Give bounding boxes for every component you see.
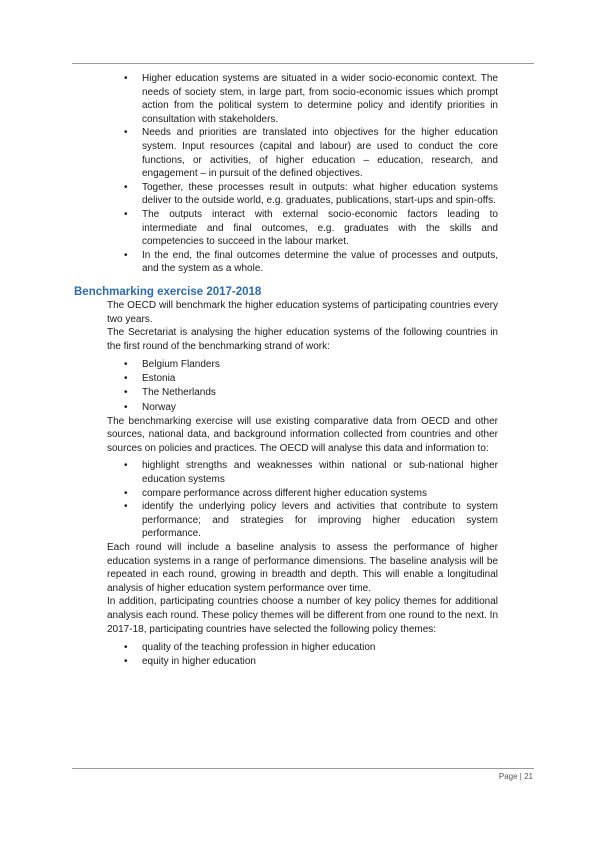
list-item: • Together, these processes result in outputs: what higher education systems deliver to the outside world, e.g. graduates, publications, start-ups and spin-offs. bbox=[142, 181, 498, 208]
page-number: Page | 21 bbox=[498, 772, 533, 781]
paragraph: The benchmarking exercise will use existing comparative data from OECD and other sources, national data, and background information collected from countries and other sources on policies and practices. The OECD will analyse this data and information to: bbox=[107, 415, 498, 454]
list-item: • equity in higher education bbox=[142, 655, 606, 669]
list-item: • identify the underlying policy levers and activities that contribute to system performance; and strategies for improving higher education system performance. bbox=[142, 500, 498, 541]
list-item: • The Netherlands bbox=[142, 386, 606, 400]
list-item: • Norway bbox=[142, 401, 606, 415]
list-item: • quality of the teaching profession in higher education bbox=[142, 641, 606, 655]
paragraph: The OECD will benchmark the higher education systems of participating countries every two years. bbox=[107, 299, 498, 325]
list-item: • The outputs interact with external socio-economic factors leading to intermediate and final outcomes, e.g. graduates with the skills and competencies to succeed in the labour market. bbox=[142, 208, 498, 249]
page-body bbox=[0, 72, 606, 669]
list-item: • compare performance across different higher education systems bbox=[142, 487, 498, 501]
country-list bbox=[0, 358, 606, 414]
list-item: • highlight strengths and weaknesses within national or sub-national higher education systems bbox=[142, 459, 498, 486]
aims-list bbox=[0, 459, 606, 541]
themes-list bbox=[0, 641, 606, 669]
footer-rule bbox=[72, 768, 534, 769]
section-heading: Benchmarking exercise 2017-2018 bbox=[74, 285, 262, 298]
header-rule bbox=[72, 63, 534, 64]
list-item: • Estonia bbox=[142, 372, 606, 386]
intro-bullet-list bbox=[0, 72, 606, 276]
list-item: • In the end, the final outcomes determine the value of processes and outputs, and the system as a whole. bbox=[142, 249, 498, 276]
list-item: • Belgium Flanders bbox=[142, 358, 606, 372]
list-item: • Higher education systems are situated in a wider socio-economic context. The needs of society stem, in large part, from socio-economic issues which prompt action from the political system to determine policy and identify priorities in consultation with stakeholders. bbox=[142, 72, 498, 126]
paragraph: Each round will include a baseline analysis to assess the performance of higher education systems in a range of performance dimensions. The baseline analysis will be repeated in each round, growing in breadth and depth. This will enable a longitudinal analysis of higher education system performance over time. bbox=[107, 542, 498, 594]
list-item: • Needs and priorities are translated into objectives for the higher education system. Input resources (capital and labour) are used to conduct the core functions, or activities, of higher education – education, research, and engagement – in pursuit of the defined objectives. bbox=[142, 126, 498, 180]
paragraph: The Secretariat is analysing the higher education systems of the following countries in the first round of the benchmarking strand of work: bbox=[107, 327, 498, 352]
paragraph: In addition, participating countries choose a number of key policy themes for additional analysis each round. These policy themes will be different from one round to the next. In 2017-18, participating countries have selected the following policy themes: bbox=[107, 596, 498, 635]
